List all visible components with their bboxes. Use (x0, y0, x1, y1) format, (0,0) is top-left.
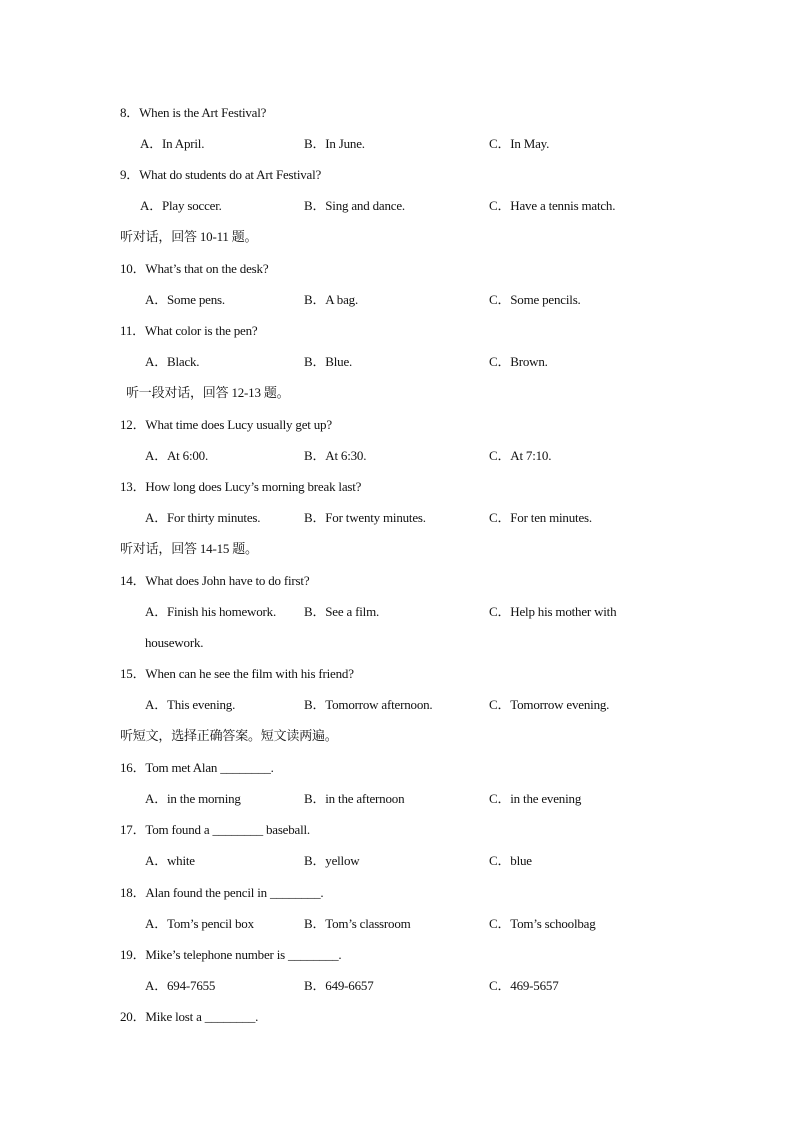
question-12: 12．What time does Lucy usually get up? (120, 417, 332, 432)
q9-option-b: B．Sing and dance. (304, 198, 405, 213)
question-13: 13．How long does Lucy’s morning break last? (120, 479, 362, 494)
q19-option-c: C．469-5657 (489, 978, 559, 993)
q18-option-a: A．Tom’s pencil box (145, 916, 254, 931)
question-17: 17．Tom found a ________ baseball. (120, 822, 310, 837)
q11-option-c: C．Brown. (489, 354, 548, 369)
q19-option-a: A．694-7655 (145, 978, 216, 993)
q12-option-b: B．At 6:30. (304, 448, 367, 463)
q16-option-a: A．in the morning (145, 791, 241, 806)
question-18: 18．Alan found the pencil in ________. (120, 885, 324, 900)
q17-option-b: B．yellow (304, 853, 360, 868)
q8-option-b: B．In June. (304, 136, 365, 151)
q16-option-b: B．in the afternoon (304, 791, 405, 806)
q14-option-c: C．Help his mother with (489, 604, 617, 619)
q14-option-a: A．Finish his homework. (145, 604, 277, 619)
q11-option-a: A．Black. (145, 354, 200, 369)
q10-option-a: A．Some pens. (145, 292, 225, 307)
question-8: 8．When is the Art Festival? (120, 105, 267, 120)
q14-option-b: B．See a film. (304, 604, 380, 619)
q18-option-b: B．Tom’s classroom (304, 916, 411, 931)
q11-option-b: B．Blue. (304, 354, 353, 369)
q15-option-a: A．This evening. (145, 697, 236, 712)
section-heading-12-13: 听一段对话，回答 12-13 题。 (126, 385, 290, 400)
q8-option-c: C．In May. (489, 136, 550, 151)
question-11: 11．What color is the pen? (120, 323, 258, 338)
section-heading-14-15: 听对话，回答 14-15 题。 (120, 541, 258, 556)
q17-option-a: A．white (145, 853, 195, 868)
q8-option-a: A．In April. (140, 136, 205, 151)
section-heading-10-11: 听对话，回答 10-11 题。 (120, 229, 258, 244)
question-10: 10．What’s that on the desk? (120, 261, 269, 276)
q9-option-c: C．Have a tennis match. (489, 198, 616, 213)
question-15: 15．When can he see the film with his friend? (120, 666, 354, 681)
q14-option-c-continued: housework. (145, 635, 204, 650)
q13-option-a: A．For thirty minutes. (145, 510, 261, 525)
question-19: 19．Mike’s telephone number is ________. (120, 947, 342, 962)
question-16: 16．Tom met Alan ________. (120, 760, 274, 775)
q12-option-a: A．At 6:00. (145, 448, 209, 463)
q13-option-c: C．For ten minutes. (489, 510, 592, 525)
q9-option-a: A．Play soccer. (140, 198, 222, 213)
question-9: 9．What do students do at Art Festival? (120, 167, 322, 182)
q18-option-c: C．Tom’s schoolbag (489, 916, 596, 931)
q10-option-b: B．A bag. (304, 292, 359, 307)
q17-option-c: C．blue (489, 853, 532, 868)
section-heading-passage: 听短文，选择正确答案。短文读两遍。 (120, 728, 338, 743)
q10-option-c: C．Some pencils. (489, 292, 581, 307)
q15-option-b: B．Tomorrow afternoon. (304, 697, 433, 712)
q13-option-b: B．For twenty minutes. (304, 510, 426, 525)
q15-option-c: C．Tomorrow evening. (489, 697, 610, 712)
q16-option-c: C．in the evening (489, 791, 582, 806)
q19-option-b: B．649-6657 (304, 978, 374, 993)
q12-option-c: C．At 7:10. (489, 448, 552, 463)
question-14: 14．What does John have to do first? (120, 573, 310, 588)
question-20: 20．Mike lost a ________. (120, 1009, 259, 1024)
